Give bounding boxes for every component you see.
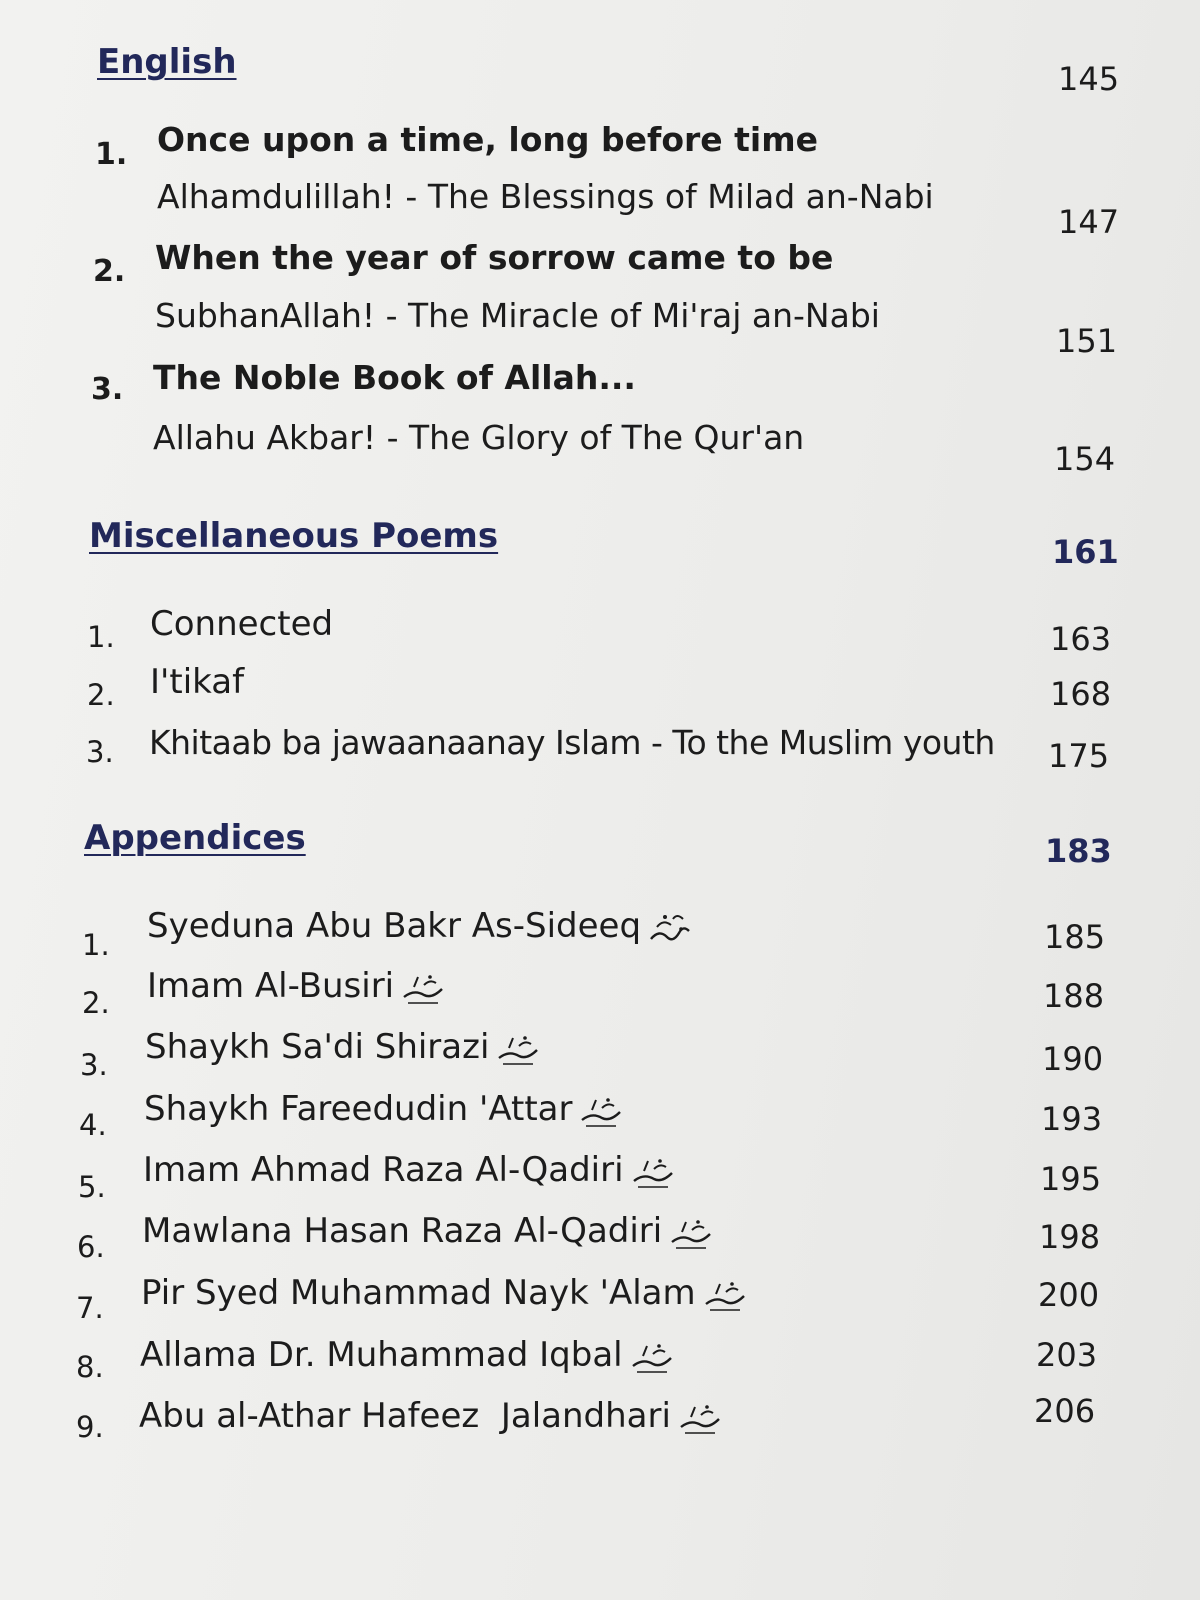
entry-number: 3.	[80, 1048, 108, 1082]
list-item	[140, 1335, 675, 1376]
section-page-appendices: 183	[1045, 832, 1112, 870]
entry-title: Imam Ahmad Raza Al-Qadiri	[143, 1150, 624, 1190]
entry-title: Khitaab ba jawaanaanay Islam - To the Muslim youth	[149, 723, 995, 762]
entry-page: 206	[1034, 1392, 1096, 1430]
entry-number: 8.	[76, 1350, 104, 1384]
list-item	[143, 1150, 676, 1191]
entry-page: 198	[1039, 1218, 1101, 1256]
rahmatullah-alayh-icon	[630, 1153, 676, 1191]
entry-page: 163	[1050, 620, 1112, 658]
list-item	[142, 1211, 714, 1252]
entry-number: 4.	[79, 1108, 107, 1142]
section-page-english: 145	[1058, 60, 1120, 98]
entry-title: I'tikaf	[150, 662, 245, 702]
entry-page: 195	[1040, 1160, 1102, 1198]
entry-number: 3.	[91, 372, 124, 407]
entry-page: 203	[1036, 1336, 1098, 1374]
entry-page: 190	[1042, 1040, 1104, 1078]
entry-page: 168	[1050, 675, 1112, 713]
entry-title: Shaykh Sa'di Shirazi	[145, 1027, 490, 1067]
entry-number: 2.	[93, 254, 126, 289]
entry-title: Imam Al-Busiri	[147, 966, 395, 1006]
list-item	[147, 906, 693, 947]
entry-number: 2.	[82, 986, 110, 1020]
entry-number: 1.	[87, 620, 115, 654]
rahmatullah-alayh-icon	[629, 1338, 675, 1376]
section-heading-appendices: Appendices	[84, 818, 306, 858]
entry-number: 1.	[95, 137, 128, 172]
list-item	[145, 1027, 541, 1068]
section-page-misc-poems: 161	[1052, 533, 1119, 571]
entry-title: Connected	[150, 604, 334, 644]
entry-page: 200	[1038, 1276, 1100, 1314]
entry-page: 185	[1044, 918, 1106, 956]
entry-title: Pir Syed Muhammad Nayk 'Alam	[141, 1273, 696, 1313]
entry-title: Shaykh Fareedudin 'Attar	[144, 1089, 573, 1129]
rahmatullah-alayh-icon	[495, 1030, 541, 1068]
list-item	[141, 1273, 748, 1314]
entry-title: The Noble Book of Allah...	[153, 358, 636, 397]
entry-page: 151	[1056, 322, 1118, 360]
entry-page: 188	[1043, 977, 1105, 1015]
entry-number: 6.	[77, 1230, 105, 1264]
entry-number: 9.	[76, 1410, 104, 1444]
list-item	[139, 1396, 723, 1437]
list-item	[144, 1089, 624, 1130]
entry-title: Allama Dr. Muhammad Iqbal	[140, 1335, 623, 1375]
entry-subtitle: SubhanAllah! - The Miracle of Mi'raj an-Nabi	[155, 296, 880, 335]
rahmatullah-alayh-icon	[702, 1276, 748, 1314]
entry-title: Once upon a time, long before time	[157, 120, 818, 159]
entry-page: 175	[1048, 737, 1110, 775]
rahmatullah-alayh-icon	[677, 1399, 723, 1437]
entry-number: 5.	[78, 1170, 106, 1204]
section-heading-misc-poems: Miscellaneous Poems	[89, 516, 499, 556]
entry-number: 1.	[82, 928, 110, 962]
rahmatullah-alayh-icon	[400, 969, 446, 1007]
entry-number: 7.	[76, 1291, 104, 1325]
entry-subtitle: Allahu Akbar! - The Glory of The Qur'an	[153, 418, 805, 457]
entry-title: When the year of sorrow came to be	[155, 238, 834, 277]
entry-page: 147	[1058, 203, 1120, 241]
entry-title: Syeduna Abu Bakr As-Sideeq	[147, 906, 642, 946]
entry-page: 154	[1054, 440, 1116, 478]
rahmatullah-alayh-icon	[668, 1214, 714, 1252]
entry-page: 193	[1041, 1100, 1103, 1138]
entry-title: Mawlana Hasan Raza Al-Qadiri	[142, 1211, 663, 1251]
rahmatullah-alayh-icon	[578, 1092, 624, 1130]
entry-number: 3.	[86, 735, 114, 769]
section-heading-english: English	[97, 42, 237, 82]
entry-number: 2.	[87, 678, 115, 712]
entry-title: Abu al-Athar Hafeez Jalandhari	[139, 1396, 671, 1436]
radiallahu-anhu-icon	[647, 909, 693, 947]
list-item	[147, 966, 446, 1007]
entry-subtitle: Alhamdulillah! - The Blessings of Milad an-Nabi	[157, 177, 934, 216]
